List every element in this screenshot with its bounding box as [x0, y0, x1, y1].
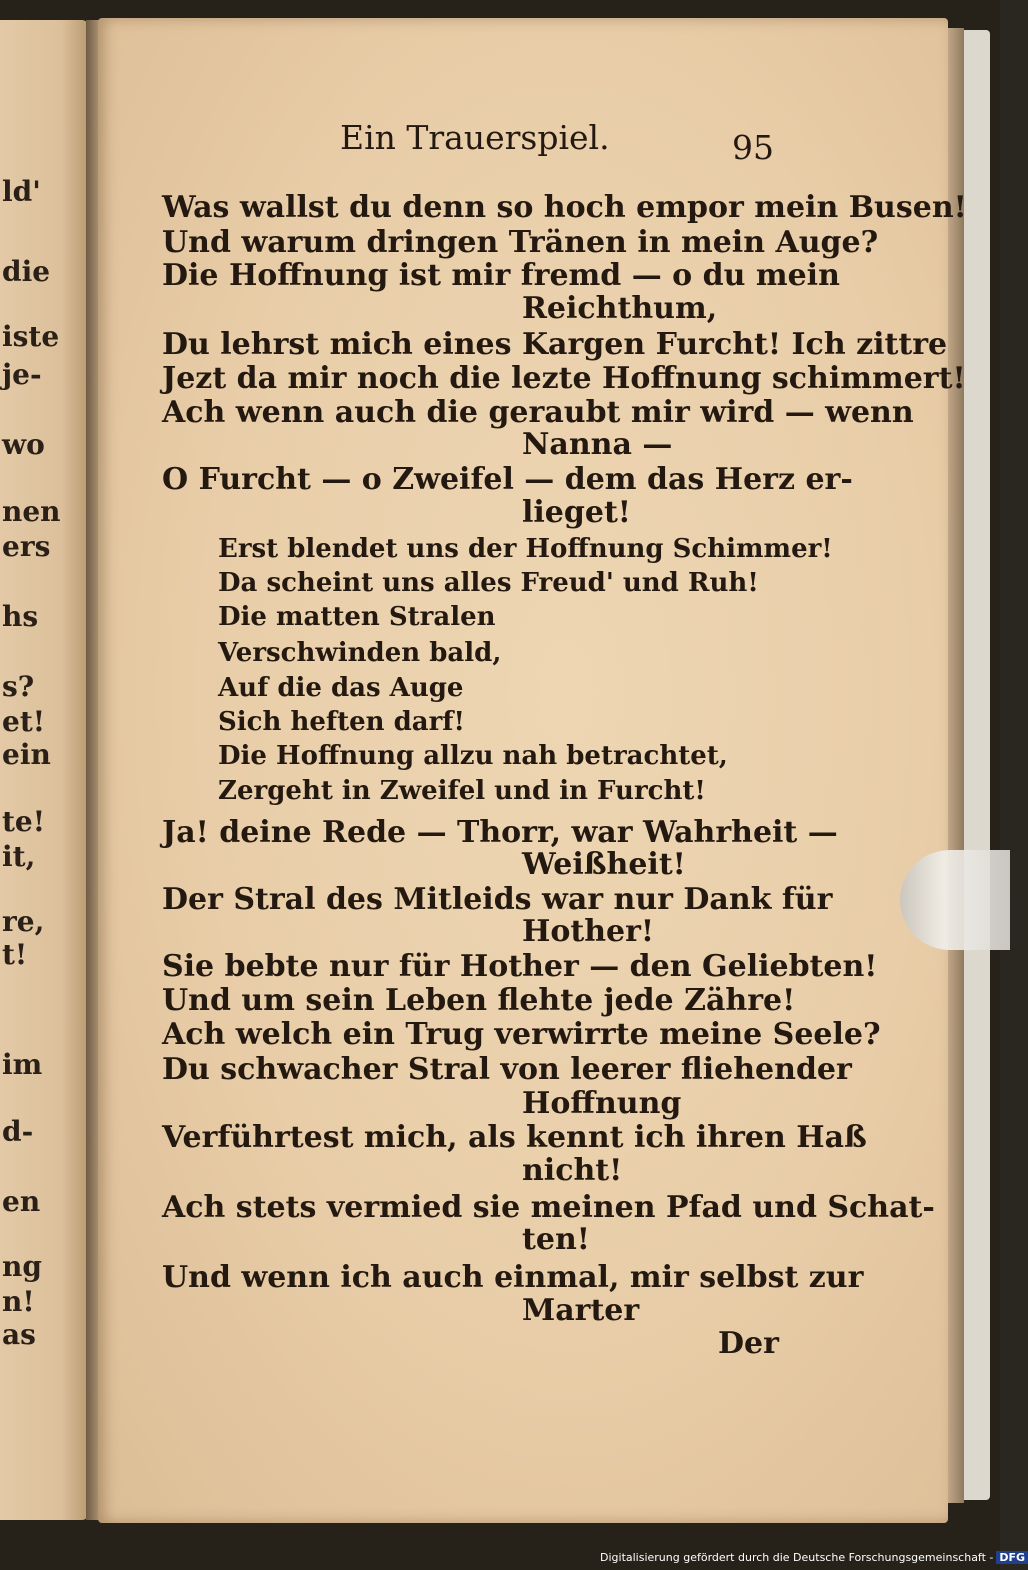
verse-line: Du schwacher Stral von leerer fliehender — [162, 1052, 852, 1087]
left-fragment: s? — [2, 670, 35, 703]
credit-text: Digitalisierung gefördert durch die Deutsche Forschungsgemeinschaft - — [600, 1551, 994, 1564]
left-fragment: ng — [2, 1250, 42, 1283]
verse-line-continuation: Hoffnung — [522, 1086, 682, 1121]
verse-line: Du lehrst mich eines Kargen Furcht! Ich zittre — [162, 327, 948, 362]
left-fragment: te! — [2, 805, 46, 838]
verse-line: Verführtest mich, als kennt ich ihren Haß — [162, 1120, 867, 1155]
verse-line: Ach welch ein Trug verwirrte meine Seele? — [162, 1017, 881, 1052]
page-clip — [900, 850, 1010, 950]
verse-line: Und um sein Leben flehte jede Zähre! — [162, 983, 796, 1018]
digitization-credit — [600, 1551, 1028, 1564]
song-line: Auf die das Auge — [218, 673, 464, 703]
left-fragment: die — [2, 255, 51, 288]
catchword: Der — [718, 1326, 779, 1361]
running-header: Ein Trauerspiel. — [340, 118, 610, 157]
verse-line-continuation: lieget! — [522, 495, 631, 530]
page-number: 95 — [732, 128, 774, 167]
song-line: Zergeht in Zweifel und in Furcht! — [218, 776, 706, 806]
verse-line-continuation: Reichthum, — [522, 291, 718, 326]
left-fragment: en — [2, 1185, 41, 1218]
left-fragment: je- — [2, 358, 42, 391]
verse-line-continuation: Hother! — [522, 914, 655, 949]
song-line: Da scheint uns alles Freud' und Ruh! — [218, 568, 759, 598]
verse-line: Jezt da mir noch die lezte Hoffnung schimmert! — [162, 361, 966, 396]
left-fragment: ers — [2, 530, 51, 563]
left-fragment: d- — [2, 1115, 34, 1148]
verse-line: Die Hoffnung ist mir fremd — o du mein — [162, 258, 840, 293]
song-line: Sich heften darf! — [218, 707, 465, 737]
song-line: Erst blendet uns der Hoffnung Schimmer! — [218, 534, 833, 564]
left-fragment: wo — [2, 428, 45, 461]
verse-line-continuation: Marter — [522, 1293, 640, 1328]
song-line: Die matten Stralen — [218, 602, 496, 632]
verse-line: Sie bebte nur für Hother — den Geliebten! — [162, 949, 878, 984]
left-fragment: im — [2, 1048, 43, 1081]
song-line: Verschwinden bald, — [218, 638, 502, 668]
left-fragment: ld' — [2, 175, 41, 208]
left-fragment: t! — [2, 938, 28, 971]
left-fragment: ein — [2, 738, 51, 771]
left-fragment: et! — [2, 705, 46, 738]
verse-line-continuation: Weißheit! — [522, 847, 686, 882]
verse-line-continuation: ten! — [522, 1222, 590, 1257]
dfg-logo: DFG — [996, 1551, 1028, 1564]
left-fragment: it, — [2, 840, 36, 873]
left-fragment: nen — [2, 495, 61, 528]
left-fragment: re, — [2, 905, 45, 938]
verse-line: Ach stets vermied sie meinen Pfad und Schat- — [162, 1190, 935, 1225]
verse-line: Ja! deine Rede — Thorr, war Wahrheit — — [162, 815, 838, 850]
song-line: Die Hoffnung allzu nah betrachtet, — [218, 741, 728, 771]
left-fragment: as — [2, 1318, 36, 1351]
left-fragment: hs — [2, 600, 39, 633]
verse-line: Und wenn ich auch einmal, mir selbst zur — [162, 1260, 864, 1295]
verse-line-continuation: nicht! — [522, 1153, 623, 1188]
verse-line: Was wallst du denn so hoch empor mein Busen! — [162, 190, 967, 225]
verse-line: Der Stral des Mitleids war nur Dank für — [162, 882, 833, 917]
left-fragment: iste — [2, 320, 60, 353]
left-page — [0, 20, 88, 1520]
left-fragment: n! — [2, 1285, 35, 1318]
verse-line: Und warum dringen Tränen in mein Auge? — [162, 225, 879, 260]
verse-line-continuation: Nanna — — [522, 427, 673, 462]
verse-line: O Furcht — o Zweifel — dem das Herz er- — [162, 462, 853, 497]
verse-line: Ach wenn auch die geraubt mir wird — wenn — [162, 395, 914, 430]
